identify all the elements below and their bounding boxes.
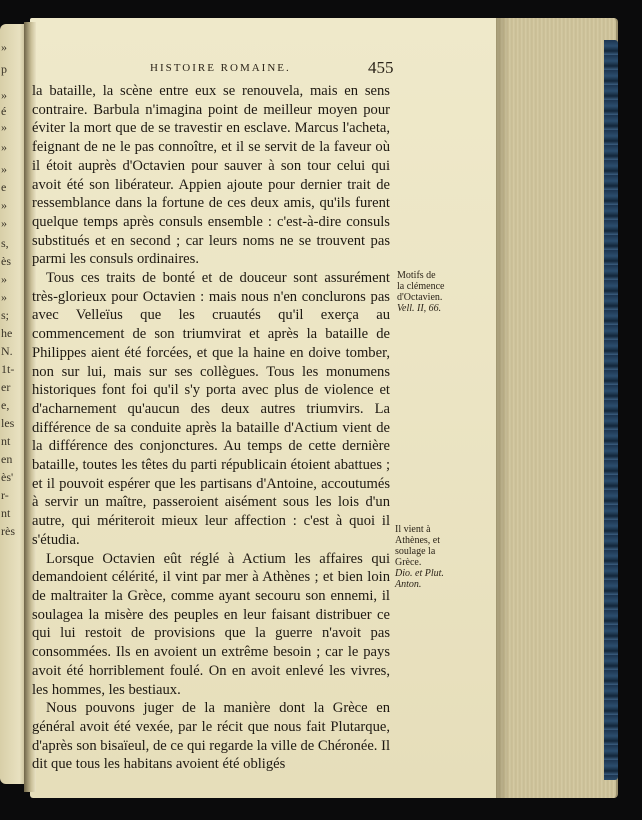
left-page-fragment: en xyxy=(1,452,13,466)
left-page-fragment: » xyxy=(1,198,7,212)
left-page-fragment: e, xyxy=(1,398,10,412)
paragraph-3: Lorsque Octavien eût réglé à Actium les affaires qui demandoient célérité, il vint par mer à Athènes ; et bien loin de maltraiter la Grèce, comme ayant secouru son ennemi, il soulagea la misère des peuples en leur faisant distribuer ce qui lui restoit de provisions que la guerre n'avoit pas consommées. Ils en avoient un extrême besoin ; car le pays avoit été horriblement foulé. On en avoit enlevé les vivres, les hommes, les bestiaux. xyxy=(32,550,390,698)
left-page-fragment: » xyxy=(1,162,7,176)
margin-note-reference: Dio. et Plut. Anton. xyxy=(395,568,444,590)
left-page-fragment: » xyxy=(1,120,7,134)
margin-note-line: d'Octavien. xyxy=(397,292,443,303)
body-text xyxy=(32,82,390,774)
page-stack-shadow xyxy=(496,18,510,798)
book-cover-edge xyxy=(604,40,618,780)
left-page-fragment: nt xyxy=(1,434,11,448)
paragraph-1: la bataille, la scène entre eux se renouvela, mais en sens contraire. Barbula n'imagina point de meilleur moyen pour éviter la mort que de se travestir en esclave. Marcus l'acheta, feignant de ne le pas connoître, et il se servit de la faveur où il étoit auprès d'Octavien pour sauver à son tour celui qui avoit été son libérateur. Appien ajoute pour dernier trait de ressemblance dans la fortune de ces deux amis, qu'ils furent quelque temps après consuls ensemble : c'est-à-dire consuls substitués et en second ; car leurs noms ne se trouvent pas parmi les consuls ordinaires. xyxy=(32,83,390,268)
page-number: 455 xyxy=(368,58,394,77)
left-page-fragment: s; xyxy=(1,308,10,322)
margin-note-reference: Vell. II, 66. xyxy=(397,303,442,314)
margin-note-line: Il vient à xyxy=(395,524,431,535)
left-page-fragment: ès' xyxy=(1,470,14,484)
left-page-fragment: ès xyxy=(1,254,11,268)
left-page-fragment: er xyxy=(1,380,11,394)
margin-note-athens xyxy=(395,524,461,590)
left-page-fragment: r- xyxy=(1,488,9,502)
left-page-fragment: N. xyxy=(1,344,13,358)
left-page-fragment: » xyxy=(1,272,7,286)
left-page-fragment: 1t- xyxy=(1,362,15,376)
left-page-fragment: » xyxy=(1,216,7,230)
left-page-fragment: rès xyxy=(1,524,15,538)
page-stack xyxy=(496,18,618,798)
running-title: HISTOIRE ROMAINE. xyxy=(150,62,291,74)
margin-note-line: Motifs de xyxy=(397,270,436,281)
left-page-fragment: he xyxy=(1,326,13,340)
paragraph-4: Nous pouvons juger de la manière dont la Grèce en général avoit été vexée, par le récit que nous fait Plutarque, d'après son bisaïeul, de ce qui regarde la ville de Chéronée. Il dit que tous les habitans avoient été obligés xyxy=(32,700,391,773)
left-page-fragment: les xyxy=(1,416,15,430)
left-page-fragment: » xyxy=(1,290,7,304)
left-page-fragment: p xyxy=(1,62,7,76)
left-page-fragment: » xyxy=(1,140,7,154)
margin-note-line: Athènes, et xyxy=(395,535,440,546)
margin-note-line: Grèce. xyxy=(395,557,422,568)
margin-note-clemency xyxy=(397,270,457,314)
margin-note-line: soulage la xyxy=(395,546,436,557)
left-page-fragment: » xyxy=(1,40,7,54)
left-page-fragment: é xyxy=(1,104,7,118)
left-page-fragment: » xyxy=(1,88,7,102)
left-page-fragment: s, xyxy=(1,236,9,250)
paragraph-2: Tous ces traits de bonté et de douceur sont assurément très-glorieux pour Octavien : mais nous n'en conclurons pas avec Velleïus que les cruautés qu'il exerça au commencement de son triumvirat et après la bataille de Philippes aient été forcées, et que la haine en doive tomber, non sur lui, mais sur ses collègues. Tous les monumens historiques font foi qu'il s'y porta avec plus de violence et d'acharnement qu'aucun des deux autres triumvirs. La différence de sa conduite après la bataille d'Actium vient de la différence des conjonctures. Au temps de cette dernière bataille, toutes les têtes du parti républicain étoient abattues ; et il pouvoit espérer que les partisans d'Antoine, accoutumés à servir un maître, passeroient aisément sous les lois d'un autre, qui mériteroit mieux leur affection : c'est à quoi il s'étudia. xyxy=(32,270,390,548)
left-page-fragment: e xyxy=(1,180,7,194)
margin-note-line: la clémence xyxy=(397,281,445,292)
left-page-fragment: nt xyxy=(1,506,11,520)
